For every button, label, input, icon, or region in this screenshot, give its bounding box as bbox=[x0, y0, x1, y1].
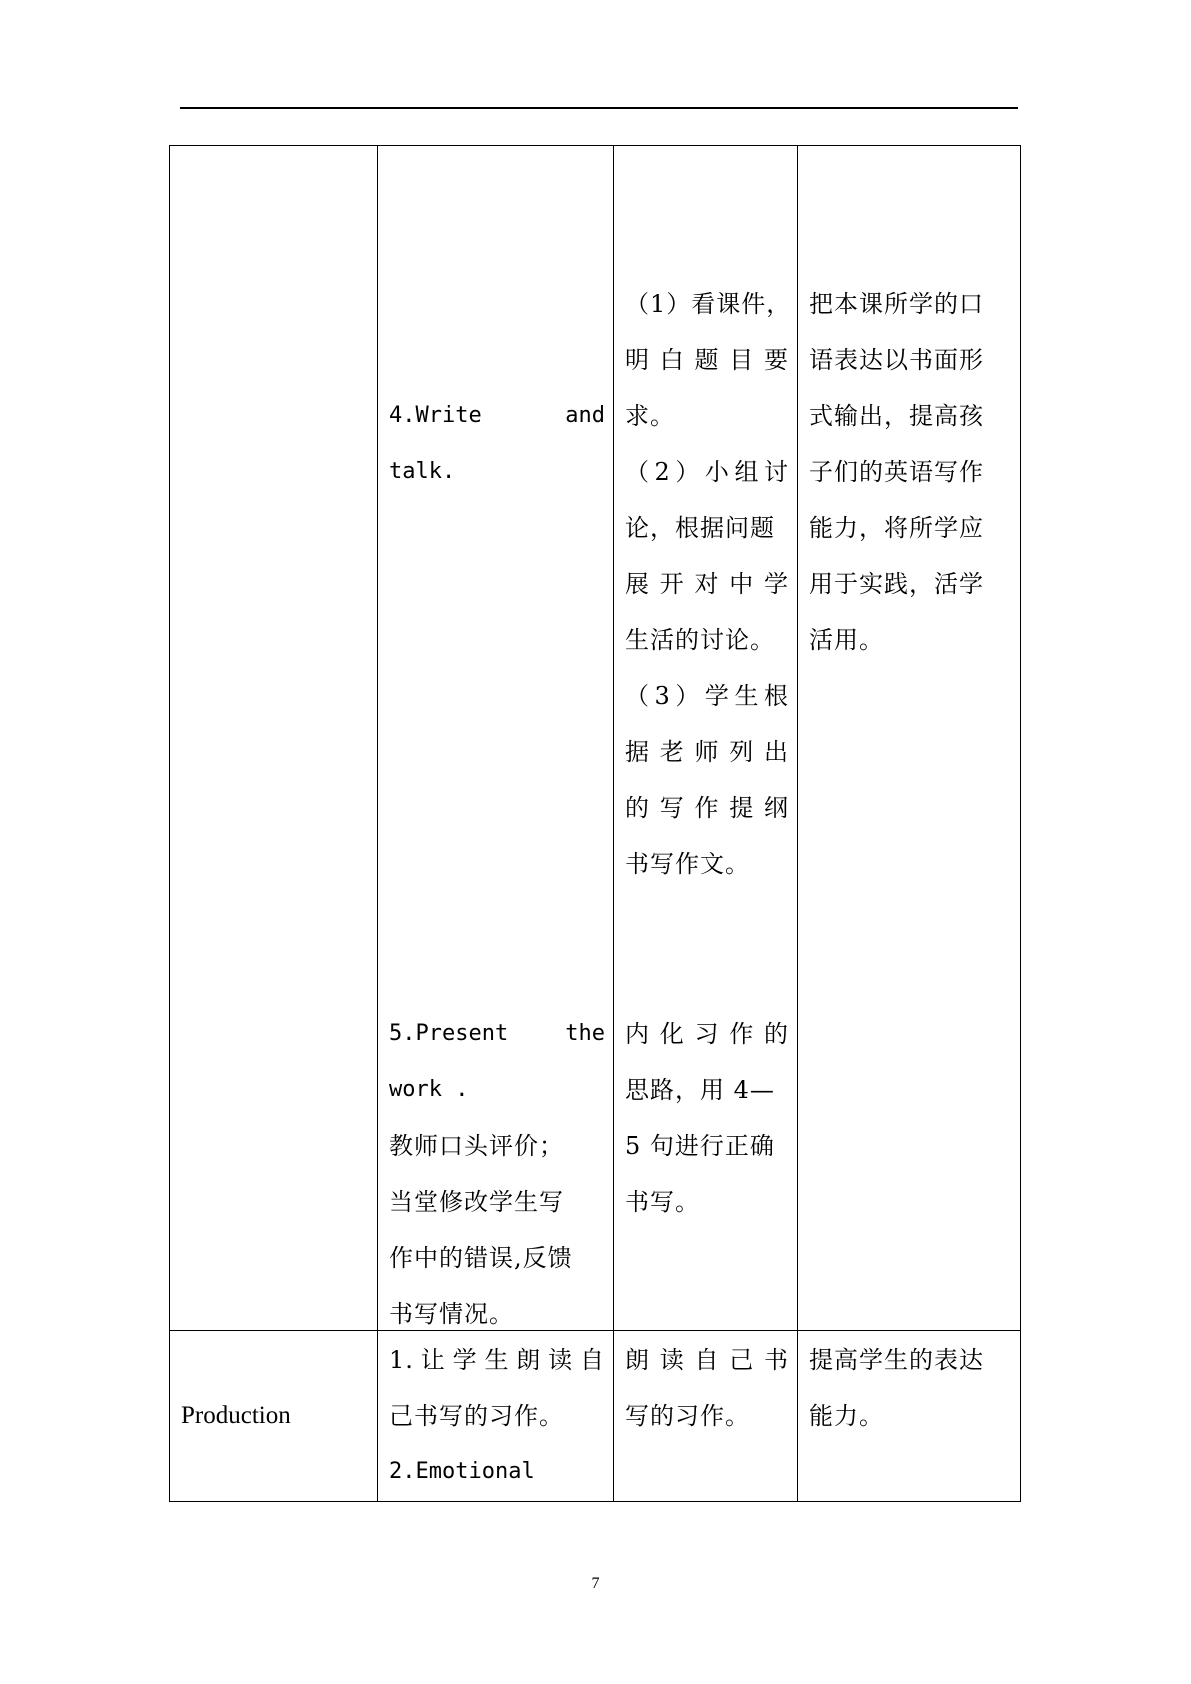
text-line: 教师口头评价； bbox=[389, 1132, 564, 1160]
purpose-text bbox=[809, 276, 1012, 668]
purpose-text bbox=[809, 1332, 1012, 1444]
table-row bbox=[170, 146, 1021, 1331]
text-line: 明白题目要 bbox=[625, 346, 789, 374]
text-line: 论，根据问题 bbox=[625, 514, 775, 542]
text-line: 书写情况。 bbox=[389, 1300, 514, 1328]
text-line: （1）看课件， bbox=[625, 290, 792, 318]
text-line: 4.Write and bbox=[389, 403, 605, 428]
text-line: 展开对中学 bbox=[625, 570, 789, 598]
text-line: 思路，用 4— bbox=[625, 1076, 775, 1104]
table-row bbox=[170, 1331, 1021, 1502]
text-line: 求。 bbox=[625, 402, 675, 430]
teacher-activity-write-and-talk bbox=[389, 388, 605, 500]
text-line: work . bbox=[389, 1077, 469, 1102]
text-line: 2.Emotional bbox=[389, 1459, 535, 1484]
stage-cell bbox=[170, 146, 378, 1331]
purpose-cell bbox=[798, 1331, 1021, 1502]
text-line: 用于实践，活学 bbox=[809, 570, 984, 598]
teacher-activity-reading bbox=[389, 1332, 605, 1500]
text-line: 生活的讨论。 bbox=[625, 626, 775, 654]
text-line: （3）学生根 bbox=[625, 682, 789, 710]
text-line: 写的习作。 bbox=[625, 1402, 750, 1430]
text-line: 作中的错误,反馈 bbox=[389, 1244, 573, 1272]
page-number: 7 bbox=[591, 1575, 600, 1592]
text-line: 式输出，提高孩 bbox=[809, 402, 984, 430]
student-activity-internalize bbox=[625, 1006, 789, 1230]
student-activity-cell bbox=[614, 1331, 798, 1502]
teacher-activity-cell bbox=[378, 1331, 614, 1502]
text-line: 朗读自己书 bbox=[625, 1346, 789, 1374]
teacher-activity-cell bbox=[378, 146, 614, 1331]
text-line: （2）小组讨 bbox=[625, 458, 789, 486]
student-activity-reading bbox=[625, 1332, 789, 1444]
text-line: 把本课所学的口 bbox=[809, 290, 984, 318]
text-line: 己书写的习作。 bbox=[389, 1402, 564, 1430]
text-line: 当堂修改学生写 bbox=[389, 1188, 564, 1216]
text-line: 1.让学生朗读自 bbox=[389, 1346, 605, 1374]
text-line: 语表达以书面形 bbox=[809, 346, 984, 374]
student-activity-writing bbox=[625, 276, 792, 892]
text-line: 书写作文。 bbox=[625, 850, 750, 878]
purpose-cell bbox=[798, 146, 1021, 1331]
header-rule bbox=[180, 107, 1018, 109]
student-activity-cell bbox=[614, 146, 798, 1331]
lesson-plan-table bbox=[169, 145, 1021, 1502]
text-line: 5.Present the bbox=[389, 1021, 605, 1046]
text-line: 据老师列出 bbox=[625, 738, 789, 766]
text-line: talk. bbox=[389, 459, 456, 484]
stage-cell bbox=[170, 1331, 378, 1502]
text-line: 的写作提纲 bbox=[625, 794, 789, 822]
stage-label: Production bbox=[181, 1402, 291, 1429]
text-line: 5 句进行正确 bbox=[625, 1132, 775, 1160]
text-line: 书写。 bbox=[625, 1188, 700, 1216]
teacher-activity-present-work bbox=[389, 1006, 605, 1342]
text-line: 提高学生的表达 bbox=[809, 1346, 984, 1374]
text-line: 内化习作的 bbox=[625, 1020, 789, 1048]
text-line: 子们的英语写作 bbox=[809, 458, 984, 486]
text-line: 活用。 bbox=[809, 626, 884, 654]
text-line: 能力，将所学应 bbox=[809, 514, 984, 542]
text-line: 能力。 bbox=[809, 1402, 884, 1430]
